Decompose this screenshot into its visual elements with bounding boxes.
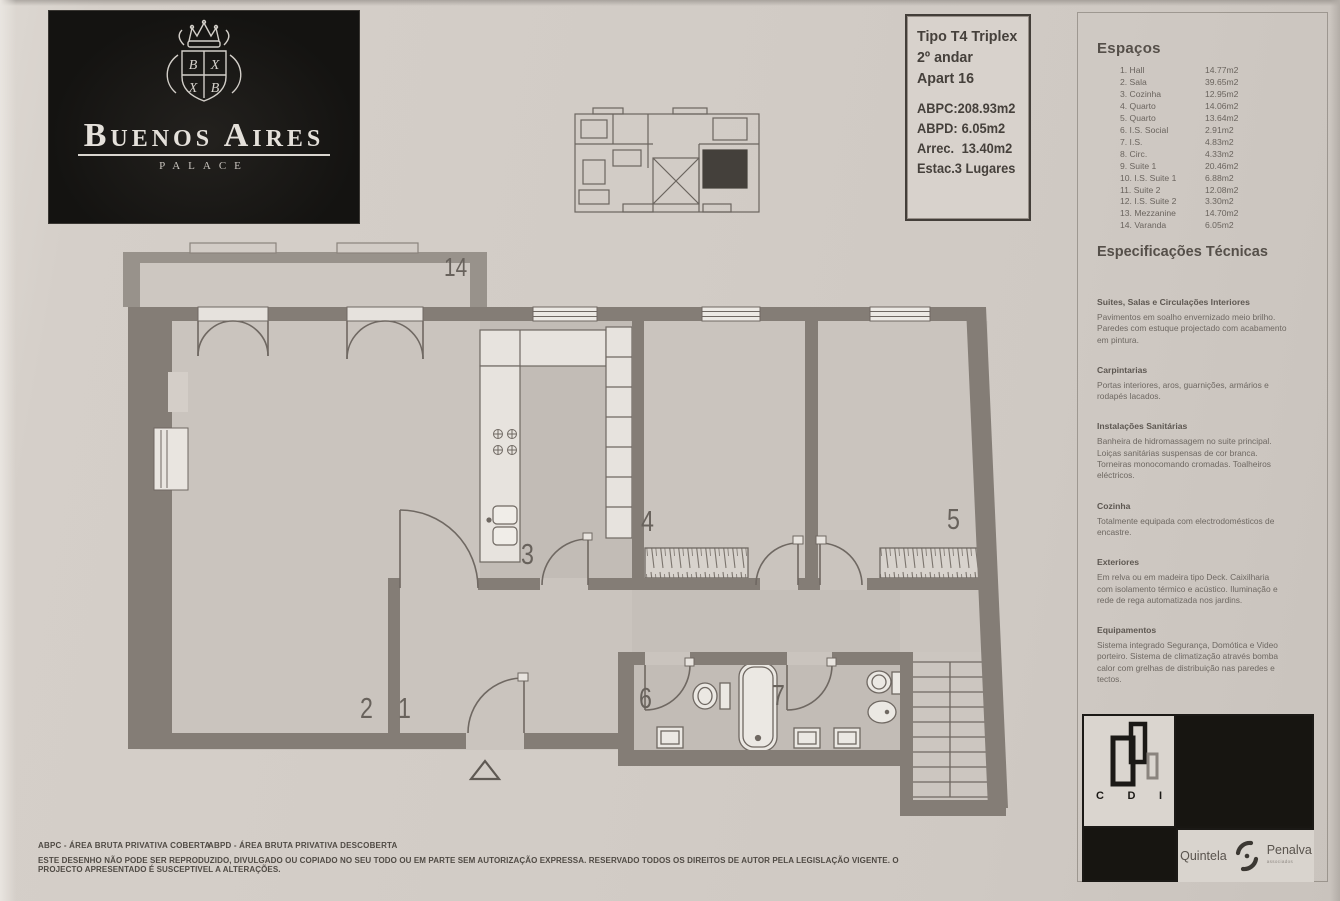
espaco-name: 11. Suite 2 bbox=[1120, 184, 1161, 195]
espaco-name: 13. Mezzanine bbox=[1120, 208, 1176, 219]
unit-area-label: ABPC: bbox=[917, 101, 958, 116]
spec-section bbox=[1097, 501, 1287, 539]
espaco-name: 14. Varanda bbox=[1120, 220, 1167, 231]
legend-abpc: ABPC - ÁREA BRUTA PRIVATIVA COBERTA bbox=[38, 841, 211, 850]
room-label-cozinha: 3 bbox=[521, 539, 534, 571]
spec-heading: Equipamentos bbox=[1097, 625, 1157, 636]
cdi-letter-d: D bbox=[1127, 790, 1136, 802]
unit-area-value: 6.05m2 bbox=[961, 121, 1006, 136]
espaco-name: 12. I.S. Suite 2 bbox=[1120, 196, 1177, 207]
unit-area-label: Estac. bbox=[917, 161, 955, 176]
espaco-name: 1. Hall bbox=[1120, 65, 1145, 75]
espacos-row bbox=[1120, 89, 1300, 101]
cdi-letters bbox=[1096, 790, 1162, 802]
unit-type: Tipo T4 Triplex bbox=[917, 28, 1018, 45]
copyright-disclaimer: ESTE DESENHO NÃO PODE SER REPRODUZIDO, DIVULGADO OU COPIADO NO SEU TODO OU EM PARTE SEM AUTORIZAÇÃO EXPRESSA. RESERVADO TODOS OS DIREITOS DE AUTOR PELA LEGISLAÇÃO VIGENTE. O PROJECTO APRESENTADO É SUSCEPTIVEL A ALTERAÇÕES. bbox=[38, 856, 899, 874]
espaco-name: 6. I.S. Social bbox=[1120, 124, 1169, 135]
espaco-name: 10. I.S. Suite 1 bbox=[1120, 172, 1177, 183]
espaco-name: 4. Quarto bbox=[1120, 100, 1156, 111]
room-label-is-social: 6 bbox=[639, 683, 652, 715]
espacos-row bbox=[1120, 208, 1300, 220]
espaco-name: 9. Suite 1 bbox=[1120, 160, 1157, 171]
espacos-row bbox=[1120, 113, 1300, 125]
brand-black-cell bbox=[1084, 828, 1174, 880]
cdi-letter-c: C bbox=[1096, 790, 1104, 802]
room-label-quarto4: 4 bbox=[641, 506, 654, 538]
spec-section bbox=[1097, 365, 1287, 403]
cdi-logo-cell bbox=[1084, 716, 1176, 828]
espaco-area: 3.30m2 bbox=[1205, 196, 1234, 207]
crest-letter: B bbox=[210, 81, 220, 96]
unit-floor: 2º andar bbox=[917, 49, 973, 66]
unit-area-value: 208.93m2 bbox=[957, 101, 1016, 116]
espacos-list bbox=[1120, 65, 1300, 232]
espacos-row bbox=[1120, 161, 1300, 173]
spec-heading: Instalações Sanitárias bbox=[1097, 421, 1188, 432]
room-label-hall: 1 bbox=[398, 693, 411, 725]
spec-body: Totalmente equipada com electrodomésticos de encastre. bbox=[1097, 515, 1275, 537]
spec-section bbox=[1097, 297, 1287, 346]
quintela-penalva-swirl-icon bbox=[1232, 840, 1262, 872]
espaco-name: 8. Circ. bbox=[1120, 148, 1148, 159]
unit-area-row bbox=[917, 99, 1014, 119]
espaco-area: 20.46m2 bbox=[1205, 160, 1239, 171]
unit-area-row bbox=[917, 159, 1014, 179]
brand-block bbox=[1082, 714, 1314, 882]
espaco-area: 12.08m2 bbox=[1205, 184, 1239, 195]
crest-letter: X bbox=[188, 81, 198, 96]
penalva-sub-label: associados bbox=[1266, 859, 1294, 864]
specs-sections bbox=[1097, 278, 1287, 685]
espaco-area: 39.65m2 bbox=[1205, 76, 1239, 87]
espaco-area: 14.77m2 bbox=[1205, 65, 1239, 75]
bidet-icon bbox=[868, 701, 896, 723]
spec-section bbox=[1097, 557, 1287, 606]
espaco-area: 12.95m2 bbox=[1205, 88, 1239, 99]
espacos-row bbox=[1120, 65, 1300, 77]
espaco-name: 7. I.S. bbox=[1120, 136, 1143, 147]
unit-area-value: 13.40m2 bbox=[961, 141, 1013, 156]
espacos-row bbox=[1120, 125, 1300, 137]
espaco-area: 4.33m2 bbox=[1205, 148, 1234, 159]
buenos-aires-logo bbox=[48, 10, 360, 224]
toilet-icon bbox=[867, 671, 891, 693]
espacos-row bbox=[1120, 149, 1300, 161]
espaco-area: 2.91m2 bbox=[1205, 124, 1234, 135]
espaco-name: 5. Quarto bbox=[1120, 112, 1156, 123]
key-plan bbox=[575, 108, 759, 212]
balcony bbox=[123, 243, 487, 307]
spec-heading: Exteriores bbox=[1097, 557, 1140, 568]
quintela-penalva-cell bbox=[1176, 828, 1314, 882]
spec-body: Pavimentos em soalho envernizado meio brilho. Paredes com estuque projectado com acabamento em pintura. bbox=[1097, 312, 1287, 345]
room-label-sala: 2 bbox=[360, 693, 373, 725]
unit-area-value: 3 Lugares bbox=[954, 161, 1016, 176]
spec-heading: Cozinha bbox=[1097, 500, 1131, 511]
unit-info-box bbox=[905, 14, 1031, 221]
espacos-row bbox=[1120, 185, 1300, 197]
crest-letter: B bbox=[188, 58, 198, 73]
crest-icon bbox=[158, 19, 250, 119]
espaco-area: 13.64m2 bbox=[1205, 112, 1239, 123]
unit-area-label: Arrec. bbox=[917, 141, 955, 156]
unit-area-label: ABPD: bbox=[917, 121, 958, 136]
logo-subtitle: PALACE bbox=[159, 160, 249, 172]
cdi-logo-icon bbox=[1093, 716, 1165, 788]
espaco-area: 14.70m2 bbox=[1205, 208, 1239, 219]
room-label-is: 7 bbox=[772, 680, 785, 712]
spec-section bbox=[1097, 421, 1287, 481]
entrance-marker bbox=[471, 761, 499, 779]
espaco-area: 6.05m2 bbox=[1205, 220, 1234, 231]
room-label-quarto5: 5 bbox=[947, 504, 960, 536]
espaco-area: 4.83m2 bbox=[1205, 136, 1234, 147]
espacos-row bbox=[1120, 137, 1300, 149]
espaco-area: 14.06m2 bbox=[1205, 100, 1239, 111]
espacos-title: Espaços bbox=[1097, 40, 1161, 57]
spec-body: Banheira de hidromassagem no suite principal. Loiças sanitárias suspensas de cor branca. Torneiras monocomando cromadas. Toalheiros eléctricos. bbox=[1097, 436, 1272, 481]
spec-body: Portas interiores, aros, guarnições, armários e rodapés lacados. bbox=[1097, 379, 1269, 402]
unit-number: Apart 16 bbox=[917, 70, 975, 87]
penalva-label: Penalva bbox=[1266, 843, 1312, 857]
spec-heading: Suites, Salas e Circulações Interiores bbox=[1097, 297, 1250, 307]
espacos-row bbox=[1120, 173, 1300, 185]
espacos-row bbox=[1120, 220, 1300, 232]
quintela-label: Quintela bbox=[1180, 849, 1227, 863]
espacos-row bbox=[1120, 196, 1300, 208]
espaco-name: 3. Cozinha bbox=[1120, 88, 1162, 99]
legend-abpd: ABPD - ÁREA BRUTA PRIVATIVA DESCOBERTA bbox=[208, 841, 398, 850]
crest-letter: X bbox=[210, 58, 220, 73]
spec-section bbox=[1097, 625, 1287, 685]
spec-body: Em relva ou em madeira tipo Deck. Caixilharia com isolamento térmico e acústico. Iluminação e rede de rega automatizada nos jardins. bbox=[1097, 572, 1278, 605]
unit-area-row bbox=[917, 119, 1014, 139]
espaco-area: 6.88m2 bbox=[1205, 172, 1234, 183]
espacos-row bbox=[1120, 101, 1300, 113]
logo-rule bbox=[78, 154, 330, 156]
floors bbox=[140, 321, 990, 804]
cdi-letter-i: I bbox=[1158, 790, 1162, 802]
spec-body: Sistema integrado Segurança, Domótica e Video porteiro. Sistema de climatização através bomba calor com grelhas de distribuição nas paredes e tectos. bbox=[1097, 640, 1279, 685]
room-label-varanda: 14 bbox=[444, 252, 468, 282]
espacos-row bbox=[1120, 77, 1300, 89]
unit-areas bbox=[917, 99, 1019, 179]
toilet-tank bbox=[720, 683, 730, 709]
logo-title: Buenos Aires bbox=[83, 117, 325, 154]
spec-heading: Carpintarias bbox=[1097, 364, 1148, 375]
brand-black-cell bbox=[1176, 716, 1312, 826]
unit-area-row bbox=[917, 139, 1014, 159]
espaco-name: 2. Sala bbox=[1120, 76, 1147, 87]
toilet-tank bbox=[892, 672, 901, 694]
specs-title: Especificações Técnicas bbox=[1097, 244, 1268, 260]
